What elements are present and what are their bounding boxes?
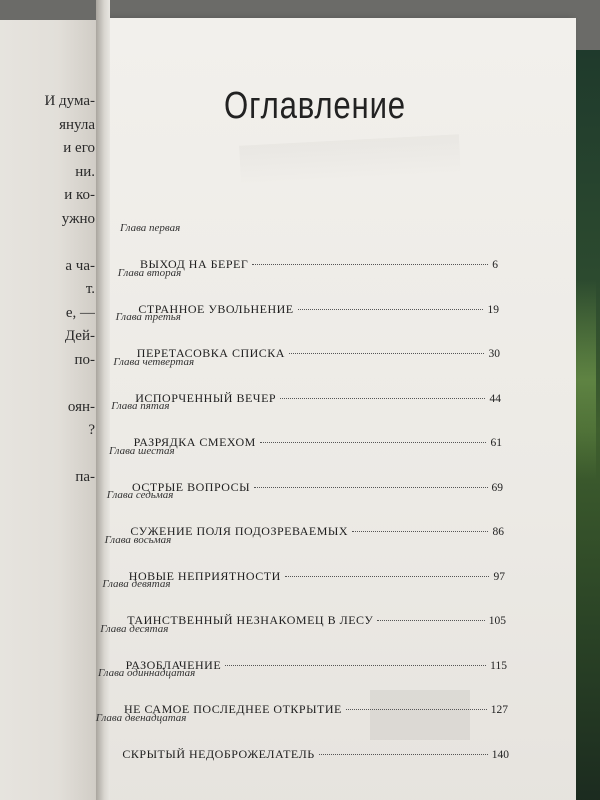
left-page-line: т. [85, 281, 95, 297]
left-page-line: Дей- [64, 328, 95, 344]
dot-leader [298, 309, 484, 310]
book-gutter [96, 0, 110, 800]
dot-leader [254, 487, 487, 488]
left-page-line: ? [88, 422, 95, 438]
chapter-title: ОСТРЫЕ ВОПРОСЫ [132, 479, 251, 494]
left-page-line: ни. [75, 163, 95, 180]
page-number: 115 [490, 659, 507, 672]
dot-leader [352, 531, 488, 532]
dot-leader [319, 754, 488, 755]
chapter-label: Глава шестая [109, 444, 175, 457]
chapter-title: РАЗРЯДКА СМЕХОМ [133, 435, 256, 449]
chapter-label: Глава десятая [100, 622, 169, 635]
toc-entry [134, 435, 502, 450]
toc-entry [140, 257, 498, 272]
chapter-label: Глава седьмая [106, 489, 174, 501]
left-page-line: и ко- [64, 187, 95, 203]
page-number: 44 [489, 392, 501, 405]
chapter-title: РАЗОБЛАЧЕНИЕ [125, 657, 222, 672]
chapter-label: Глава двенадцатая [95, 711, 187, 724]
chapter-title: ИСПОРЧЕННЫЙ ВЕЧЕР [135, 390, 277, 405]
chapter-label: Глава восьмая [104, 533, 172, 546]
page-number: 19 [487, 303, 499, 316]
toc-entry [130, 524, 504, 539]
chapter-label: Глава вторая [117, 266, 182, 279]
left-page-line: оян- [67, 398, 95, 415]
left-page-line: по- [74, 351, 95, 368]
page-number: 86 [492, 526, 504, 538]
page-number: 6 [492, 259, 498, 271]
dot-leader [346, 709, 487, 710]
page-number: 127 [490, 704, 508, 716]
toc-entry [122, 747, 509, 762]
dot-leader [289, 353, 485, 354]
left-page-line [0, 231, 95, 255]
dot-leader [280, 398, 485, 399]
page-number: 97 [493, 570, 505, 583]
chapter-title: ВЫХОД НА БЕРЕГ [140, 257, 249, 271]
chapter-label: Глава первая [120, 222, 181, 234]
left-page-line: е, — [65, 304, 95, 321]
chapter-label: Глава четвертая [113, 355, 195, 368]
toc-entry [129, 569, 505, 584]
chapter-title: НОВЫЕ НЕПРИЯТНОСТИ [128, 568, 281, 583]
toc-entry [132, 480, 503, 495]
left-page-line: и его [63, 140, 95, 156]
toc-entry [135, 391, 501, 406]
toc-entry [127, 613, 506, 628]
chapter-label: Глава третья [115, 311, 181, 323]
toc-entry [138, 302, 499, 317]
chapter-label: Глава одиннадцатая [98, 667, 196, 679]
chapter-title: ПЕРЕТАСОВКА СПИСКА [136, 346, 285, 360]
page-number: 30 [488, 348, 500, 360]
page-number: 105 [488, 615, 506, 627]
dot-leader [260, 442, 487, 443]
left-page-text [0, 90, 95, 490]
left-page-line: па- [75, 469, 95, 485]
dot-leader [225, 665, 486, 666]
chapter-label: Глава пятая [111, 400, 170, 412]
chapter-title: СУЖЕНИЕ ПОЛЯ ПОДОЗРЕВАЕМЫХ [130, 524, 348, 538]
left-page-line [0, 443, 95, 467]
chapter-title: НЕ САМОЕ ПОСЛЕДНЕЕ ОТКРЫТИЕ [124, 702, 342, 716]
chapter-title: СКРЫТЫЙ НЕДОБРОЖЕЛАТЕЛЬ [122, 746, 315, 761]
dot-leader [252, 264, 488, 265]
left-page-line: янула [59, 116, 95, 133]
left-page-line: И дума- [44, 93, 95, 109]
left-page-line [0, 372, 95, 396]
page-title: Оглавление [224, 85, 406, 127]
chapter-title: СТРАННОЕ УВОЛЬНЕНИЕ [138, 301, 294, 316]
page-number: 140 [491, 748, 509, 761]
dot-leader [377, 620, 484, 621]
page-number: 69 [491, 481, 503, 494]
left-page-line: ужно [61, 210, 95, 227]
page-number: 61 [490, 437, 502, 449]
dot-leader [285, 576, 490, 577]
right-page [104, 18, 576, 800]
chapter-label: Глава девятая [102, 578, 171, 590]
chapter-title: ТАИНСТВЕННЫЙ НЕЗНАКОМЕЦ В ЛЕСУ [127, 613, 374, 627]
left-page-line: а ча- [65, 257, 95, 274]
